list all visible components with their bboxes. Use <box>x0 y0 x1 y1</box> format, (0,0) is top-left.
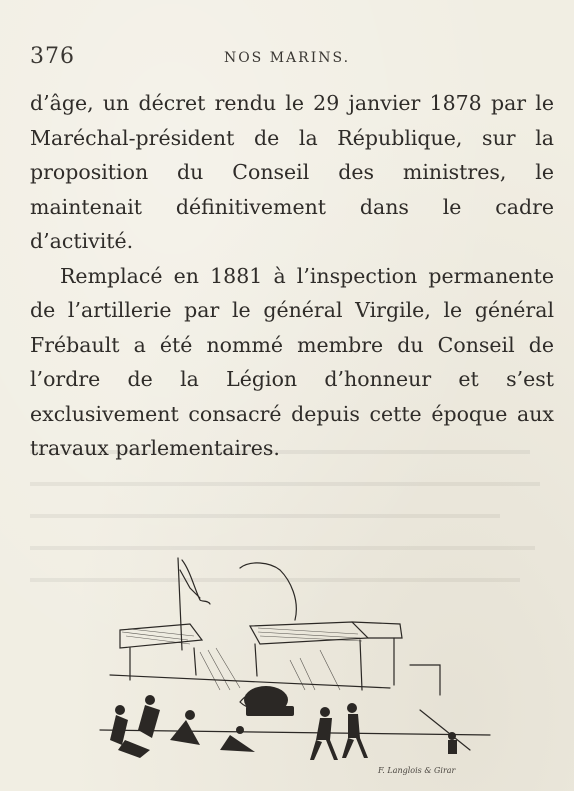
page-header <box>30 44 544 74</box>
page-number: 376 <box>30 44 75 69</box>
body-text <box>30 86 554 466</box>
running-title: NOS MARINS. <box>223 50 351 66</box>
paragraph: d’âge, un décret rendu le 29 janvier 1878 par le Maréchal-président de la République, sur la proposition du Conseil des ministres, le maintenait définitivement dans le cadre d’activité. <box>30 91 554 253</box>
artillery-battery-illustration <box>90 540 510 780</box>
engraver-signature: F. Langlois & Girar <box>378 766 456 775</box>
paragraph: Remplacé en 1881 à l’inspection permanente de l’artillerie par le général Virgile, le général Frébault a été nommé membre du Conseil de l’ordre de la Légion d’honneur et s’est exclusivement consacré depuis cette époque aux travaux parlementaires. <box>30 263 554 460</box>
